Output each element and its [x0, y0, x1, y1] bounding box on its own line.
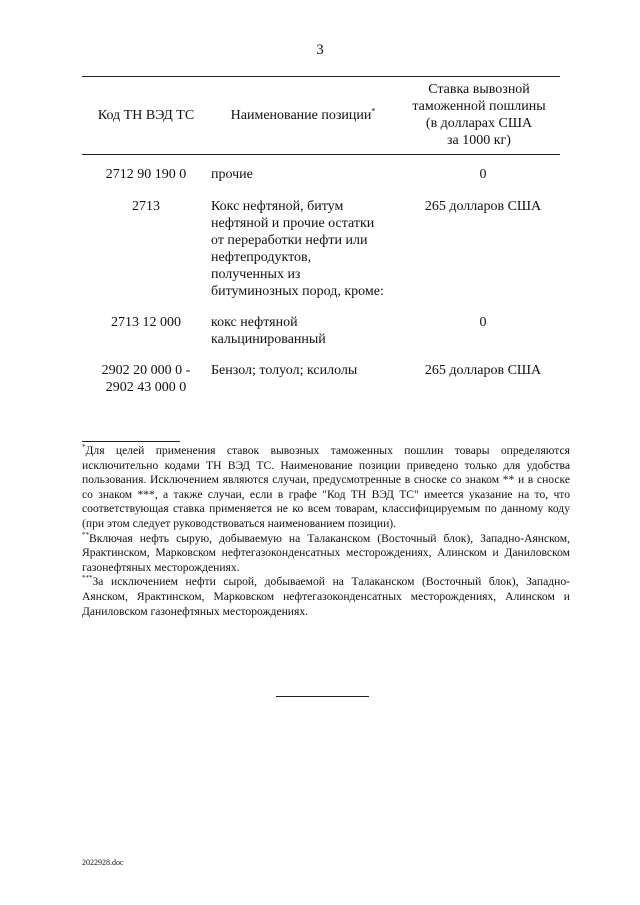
row-code-line: 2713 — [132, 199, 160, 214]
end-rule — [276, 696, 369, 697]
footnote-mark: *** — [82, 574, 93, 583]
header-name — [218, 107, 388, 124]
footnote-separator — [82, 441, 180, 442]
row-name-line: кальцинированный — [211, 332, 326, 347]
row-name — [211, 362, 401, 379]
header-rate-line: за 1000 кг) — [447, 133, 511, 148]
header-rate-line: (в долларах США — [425, 116, 533, 131]
table-header-rule — [82, 154, 560, 155]
page-number: 3 — [316, 42, 324, 58]
header-code: Код ТН ВЭД ТС — [97, 108, 195, 123]
header-name-text: Наименование позиции — [230, 108, 372, 123]
row-rate: 265 долларов США — [424, 199, 542, 214]
row-code-line: 2902 20 000 0 - — [101, 363, 191, 378]
row-code — [82, 198, 210, 215]
row-code — [82, 314, 210, 331]
row-code — [82, 166, 210, 183]
header-rate-line: таможенной пошлины — [412, 99, 546, 114]
footnote-mark: * — [82, 443, 86, 452]
row-code-line: 2712 90 190 0 — [105, 167, 187, 182]
row-name-line: Кокс нефтяной, битум — [211, 199, 344, 214]
header-rate — [398, 81, 560, 149]
row-name-line: нефтепродуктов, — [211, 250, 312, 265]
footnote-text: За исключением нефти сырой, добываемой на Талаканском (Восточный блок), Западно-Аянском, Ярактинском, Марковском нефтегазоконденсатных месторождениях, Алинском и Даниловском газонефтяных месторождениях. — [82, 575, 570, 618]
row-name-line: нефтяной и прочие остатки — [211, 216, 375, 231]
footnote-text: Для целей применения ставок вывозных таможенных пошлин товары определяются исключительно кодами ТН ВЭД ТС. Наименование позиции приведено только для удобства пользования. Исключением являются случаи, предусмотренные в сноске со знаком ** и в сноске со знаком ***, а также случаи, если в графе "Код ТН ВЭД ТС" имеется указание на то, что соответствующая ставка применяется не ко всем товарам, классифицируемым по данному коду (при этом следует руководствоваться наименованием позиции). — [82, 444, 570, 530]
document-filename: 2022928.doc — [82, 858, 124, 867]
row-name — [211, 198, 401, 300]
row-rate: 265 долларов США — [424, 363, 542, 378]
row-name — [211, 314, 401, 348]
row-rate: 0 — [479, 315, 487, 330]
row-name-line: Бензол; толуол; ксилолы — [211, 363, 358, 378]
row-code — [82, 362, 210, 396]
row-code-line: 2902 43 000 0 — [105, 380, 187, 395]
footnote — [82, 532, 570, 576]
row-name-line: кокс нефтяной — [211, 315, 298, 330]
footnote-mark: ** — [82, 530, 89, 539]
header-name-mark: * — [371, 106, 376, 116]
row-name-line: битуминозных пород, кроме: — [211, 284, 384, 299]
footnote-text: Включая нефть сырую, добываемую на Талаканском (Восточный блок), Западно-Аянском, Ярактинском, Марковском нефтегазоконденсатных месторождениях, Алинском и Даниловском газонефтяных месторождениях. — [82, 531, 570, 574]
row-name — [211, 166, 401, 183]
header-rate-line: Ставка вывозной — [428, 82, 530, 97]
footnotes — [82, 444, 570, 619]
row-code-line: 2713 12 000 — [111, 315, 181, 330]
footnote — [82, 444, 570, 532]
row-name-line: полученных из — [211, 267, 301, 282]
row-rate: 0 — [479, 167, 487, 182]
footnote — [82, 575, 570, 619]
table-top-rule — [82, 76, 560, 77]
row-name-line: от переработки нефти или — [211, 233, 368, 248]
row-name-line: прочие — [211, 167, 253, 182]
